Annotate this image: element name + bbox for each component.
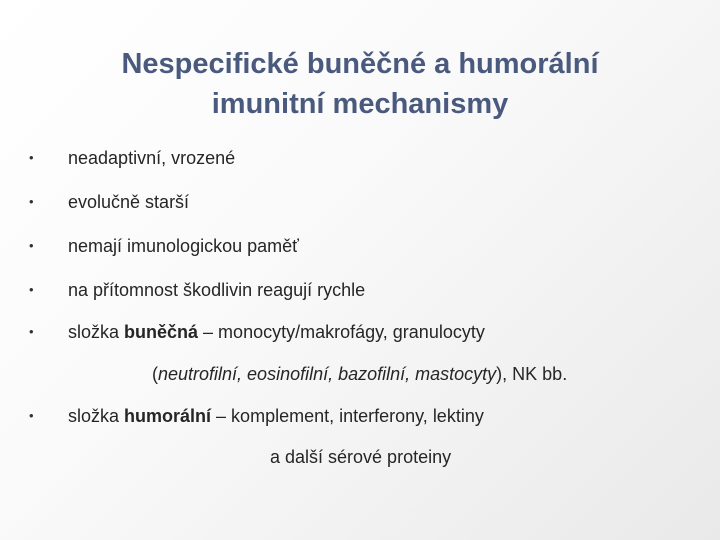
continuation-close: ), NK bb. [496,364,568,384]
slide-title-line-2: imunitní mechanismy [211,88,509,120]
bullet-dot-icon: • [29,150,34,165]
bullet-text-suffix: – monocyty/makrofágy, granulocyty [198,321,485,342]
bullet-item [29,277,365,303]
continuation-italic: neutrofilní, eosinofilní, bazofilní, mastocyty [158,364,497,384]
bullet-text-bold: buněčná [124,321,199,342]
bullet-text: neadaptivní, vrozené [68,147,236,168]
bullet-item-cellular [29,319,485,345]
bullet-text: na přítomnost škodlivin reagují rychle [68,279,366,300]
bullet-text-bold: humorální [124,405,212,426]
slide-title-line-1: Nespecifické buněčné a humorální [121,48,599,80]
bullet-text: nemají imunologickou paměť [68,235,299,256]
slide-title [60,44,660,124]
bullet-dot-icon: • [29,408,34,423]
bullet-dot-icon: • [29,238,34,253]
bullet-text [68,322,485,343]
bullet-item [29,189,189,215]
continuation-open: ( [152,364,158,384]
bullet-text: evolučně starší [68,191,190,212]
bullet-dot-icon: • [29,324,34,339]
bullet-item-humoral [29,403,484,429]
bullet-text-prefix: složka [68,321,125,342]
bullet-text-suffix: – komplement, interferony, lektiny [211,405,484,426]
bullet-dot-icon: • [29,194,34,209]
bullet-text-prefix: složka [68,405,125,426]
bullet-item [29,145,235,171]
bullet-continuation [152,361,567,387]
bullet-continuation: a další sérové proteiny [270,447,452,467]
bullet-item [29,233,299,259]
bullet-dot-icon: • [29,282,34,297]
bullet-text [68,406,484,427]
